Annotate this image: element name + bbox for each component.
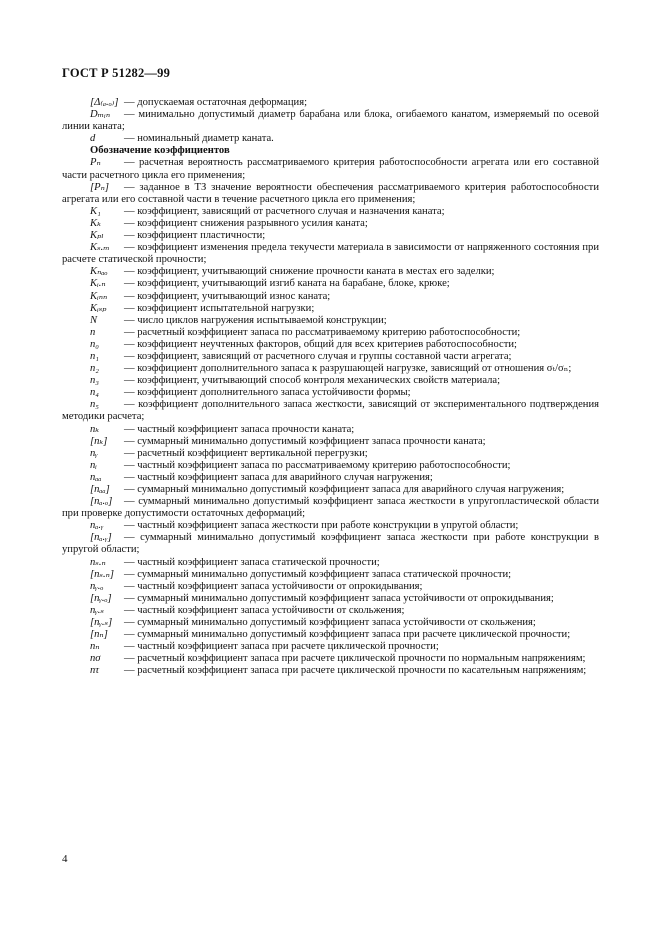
symbol: nₐₐ <box>90 471 102 483</box>
definition-text: — допускаемая остаточная деформация; <box>124 97 308 108</box>
symbol: Kₚₗ <box>90 230 104 242</box>
definition-row <box>62 520 599 532</box>
definition-text: — частный коэффициент запаса устойчивости от опрокидывания; <box>124 580 423 592</box>
symbol: [nᵧ.ₒ] <box>90 592 112 604</box>
definition-row <box>62 363 599 375</box>
symbol: nₐ.ᵧ <box>90 520 104 532</box>
definition-text: — расчетный коэффициент запаса при расчете циклической прочности по нормальным напряжениям; <box>124 653 586 665</box>
definition-text: — частный коэффициент запаса статической прочности; <box>124 556 380 568</box>
definition-row <box>62 448 599 460</box>
definition-row <box>62 218 599 230</box>
definition-text: — частный коэффициент запаса по рассматриваемому критерию работоспособности; <box>124 459 511 471</box>
definition-row <box>62 182 599 206</box>
symbol: n₁ <box>90 350 99 362</box>
definition-row <box>62 157 599 181</box>
definition-row <box>62 339 599 351</box>
definition-row <box>62 581 599 593</box>
definition-text: — коэффициент, учитывающий способ контроля механических свойств материала; <box>124 375 501 387</box>
definition-row <box>62 472 599 484</box>
definition-row <box>62 605 599 617</box>
definition-row <box>62 629 599 641</box>
definition-text: — коэффициент изменения предела текучести материала в зависимости от напряженного состояния при расчете статической прочности; <box>62 242 599 266</box>
definition-text: — частный коэффициент запаса устойчивости от скольжения; <box>124 604 405 616</box>
definition-text: — номинальный диаметр каната. <box>124 133 274 145</box>
definition-text: — коэффициент дополнительного запаса к разрушающей нагрузке, зависящий от отношения σₜ/σₙ; <box>124 363 572 375</box>
definition-row <box>62 303 599 315</box>
definition-text: — коэффициент снижения разрывного усилия каната; <box>124 217 368 229</box>
definition-row <box>62 484 599 496</box>
definition-text: — коэффициент дополнительного запаса устойчивости формы; <box>124 387 411 399</box>
definition-text: — суммарный минимально допустимый коэффициент запаса прочности каната; <box>124 435 486 447</box>
symbol: nᵧ.ₒ <box>90 580 104 592</box>
definition-text: — коэффициент дополнительного запаса жесткости, зависящий от экспериментального подтверждения методики расчета; <box>62 399 599 423</box>
symbol: n₃ <box>90 375 99 387</box>
definition-text: — суммарный минимально допустимый коэффициент запаса при расчете циклической прочности; <box>124 629 571 641</box>
symbol: nᵧ.ₛ <box>90 604 104 616</box>
symbol: n₄ <box>90 387 99 399</box>
definition-row <box>62 399 599 423</box>
definition-text: — суммарный минимально допустимый коэффициент запаса жесткости в упругопластической области при проверке допустимости остаточных деформаций; <box>62 496 599 520</box>
symbol: n₂ <box>90 363 99 375</box>
definition-text: — суммарный минимально допустимый коэффициент запаса статической прочности; <box>124 568 512 580</box>
symbol: [nₐₐ] <box>90 484 110 495</box>
definition-row <box>62 278 599 290</box>
definition-text: — коэффициент, учитывающий изгиб каната на барабане, блоке, крюке; <box>124 278 450 290</box>
definitions-part-1 <box>62 97 599 145</box>
definitions-part-2 <box>62 157 599 677</box>
symbol: [nₐ.ₒ] <box>90 496 113 508</box>
symbol: nσ <box>90 653 101 665</box>
definition-row <box>62 315 599 327</box>
definition-row <box>62 133 599 145</box>
definition-text: — частный коэффициент запаса для аварийного случая нагружения; <box>124 471 433 483</box>
symbol: n₀ <box>90 338 99 350</box>
definition-row <box>62 230 599 242</box>
definition-text: — суммарный минимально допустимый коэффициент запаса устойчивости от опрокидывания; <box>124 592 554 604</box>
definition-row <box>62 375 599 387</box>
definition-text: — заданное в ТЗ значение вероятности обеспечения рассматриваемого критерия работоспособности агрегата или его составной части в течение расчетного цикла его применения; <box>62 181 599 205</box>
symbol: [nₖ] <box>90 435 108 447</box>
definition-row <box>62 242 599 266</box>
definition-row <box>62 351 599 363</box>
coefficients-heading: Обозначение коэффициентов <box>90 145 230 157</box>
symbol: Kₛ.ₘ <box>90 242 110 254</box>
page-number: 4 <box>62 853 68 865</box>
definition-row <box>62 532 599 556</box>
definition-row <box>62 496 599 520</box>
symbol: nₖ <box>90 423 100 435</box>
symbol: Kᵢ.ₙ <box>90 278 106 290</box>
definition-row <box>62 557 599 569</box>
symbol: [Δ₍ₐ.ₒ₎] <box>90 97 119 108</box>
definition-row <box>62 109 599 133</box>
symbol: Kᵢₙₙ <box>90 290 108 302</box>
definition-row <box>62 617 599 629</box>
symbol: [nₙ] <box>90 629 108 641</box>
symbol: d <box>90 133 96 145</box>
definition-text: — коэффициент пластичности; <box>124 230 266 242</box>
definition-row <box>62 327 599 339</box>
symbol: [nₛ.ₙ] <box>90 568 115 580</box>
symbol: nτ <box>90 665 100 677</box>
definition-text: — коэффициент неучтенных факторов, общий для всех критериев работоспособности; <box>124 338 517 350</box>
symbol: n <box>90 326 96 338</box>
definition-text: — частный коэффициент запаса жесткости при работе конструкции в упругой области; <box>124 520 519 532</box>
document-header: ГОСТ Р 51282—99 <box>62 66 171 80</box>
definition-row <box>62 593 599 605</box>
symbol: nᵢ <box>90 459 97 471</box>
symbol: nₙ <box>90 641 100 653</box>
symbol: Dₘᵢₙ <box>90 109 111 121</box>
definition-text: — расчетная вероятность рассматриваемого критерия работоспособности агрегата или его составной части расчетного цикла его применения; <box>62 157 599 181</box>
definition-row <box>62 665 599 677</box>
symbol: n₅ <box>90 399 99 411</box>
definition-row <box>62 460 599 472</box>
symbol: [Pₙ] <box>90 181 110 193</box>
definition-text: — суммарный минимально допустимый коэффициент запаса устойчивости от скольжения; <box>124 617 536 629</box>
symbol: [nᵧ.ₛ] <box>90 617 113 629</box>
definition-text: — коэффициент, зависящий от расчетного случая и назначения каната; <box>124 205 445 217</box>
definition-text: — коэффициент испытательной нагрузки; <box>124 302 315 314</box>
definition-text: — суммарный минимально допустимый коэффициент запаса жесткости при работе конструкции в упругой области; <box>62 532 599 556</box>
symbol: [nₐ.ᵧ] <box>90 532 112 544</box>
symbol: Kₖ <box>90 217 101 229</box>
symbol: nₛ.ₙ <box>90 556 106 568</box>
definitions-list <box>62 97 599 678</box>
symbol: Pₙ <box>90 157 101 169</box>
definition-row <box>62 291 599 303</box>
definition-row <box>62 266 599 278</box>
definition-row <box>62 569 599 581</box>
definition-row <box>62 97 599 109</box>
symbol: Kᵢₛₚ <box>90 302 107 314</box>
definition-text: — коэффициент, учитывающий износ каната; <box>124 290 331 302</box>
symbol: K₁ <box>90 205 101 217</box>
definition-row <box>62 387 599 399</box>
definition-text: — расчетный коэффициент запаса при расчете циклической прочности по касательным напряжениям; <box>124 665 587 677</box>
definition-text: — число циклов нагружения испытываемой конструкции; <box>124 314 387 326</box>
definition-text: — коэффициент, учитывающий снижение прочности каната в местах его заделки; <box>124 266 495 278</box>
symbol: nᵧ <box>90 447 98 459</box>
definition-row <box>62 424 599 436</box>
definition-row <box>62 641 599 653</box>
definition-text: — коэффициент, зависящий от расчетного случая и группы составной части агрегата; <box>124 350 512 362</box>
definition-row <box>62 206 599 218</box>
definition-text: — суммарный минимально допустимый коэффициент запаса для аварийного случая нагружения; <box>124 484 565 495</box>
definition-text: — частный коэффициент запаса при расчете циклической прочности; <box>124 641 439 653</box>
definition-text: — минимально допустимый диаметр барабана или блока, огибаемого канатом, измеряемый по осевой линии каната; <box>62 109 599 133</box>
definition-row <box>62 436 599 448</box>
definition-text: — частный коэффициент запаса прочности каната; <box>124 423 355 435</box>
symbol: Kₙₐₒ <box>90 266 108 278</box>
definition-text: — расчетный коэффициент вертикальной перегрузки; <box>124 447 368 459</box>
symbol: N <box>90 314 98 326</box>
definition-text: — расчетный коэффициент запаса по рассматриваемому критерию работоспособности; <box>124 326 521 338</box>
definition-row <box>62 653 599 665</box>
